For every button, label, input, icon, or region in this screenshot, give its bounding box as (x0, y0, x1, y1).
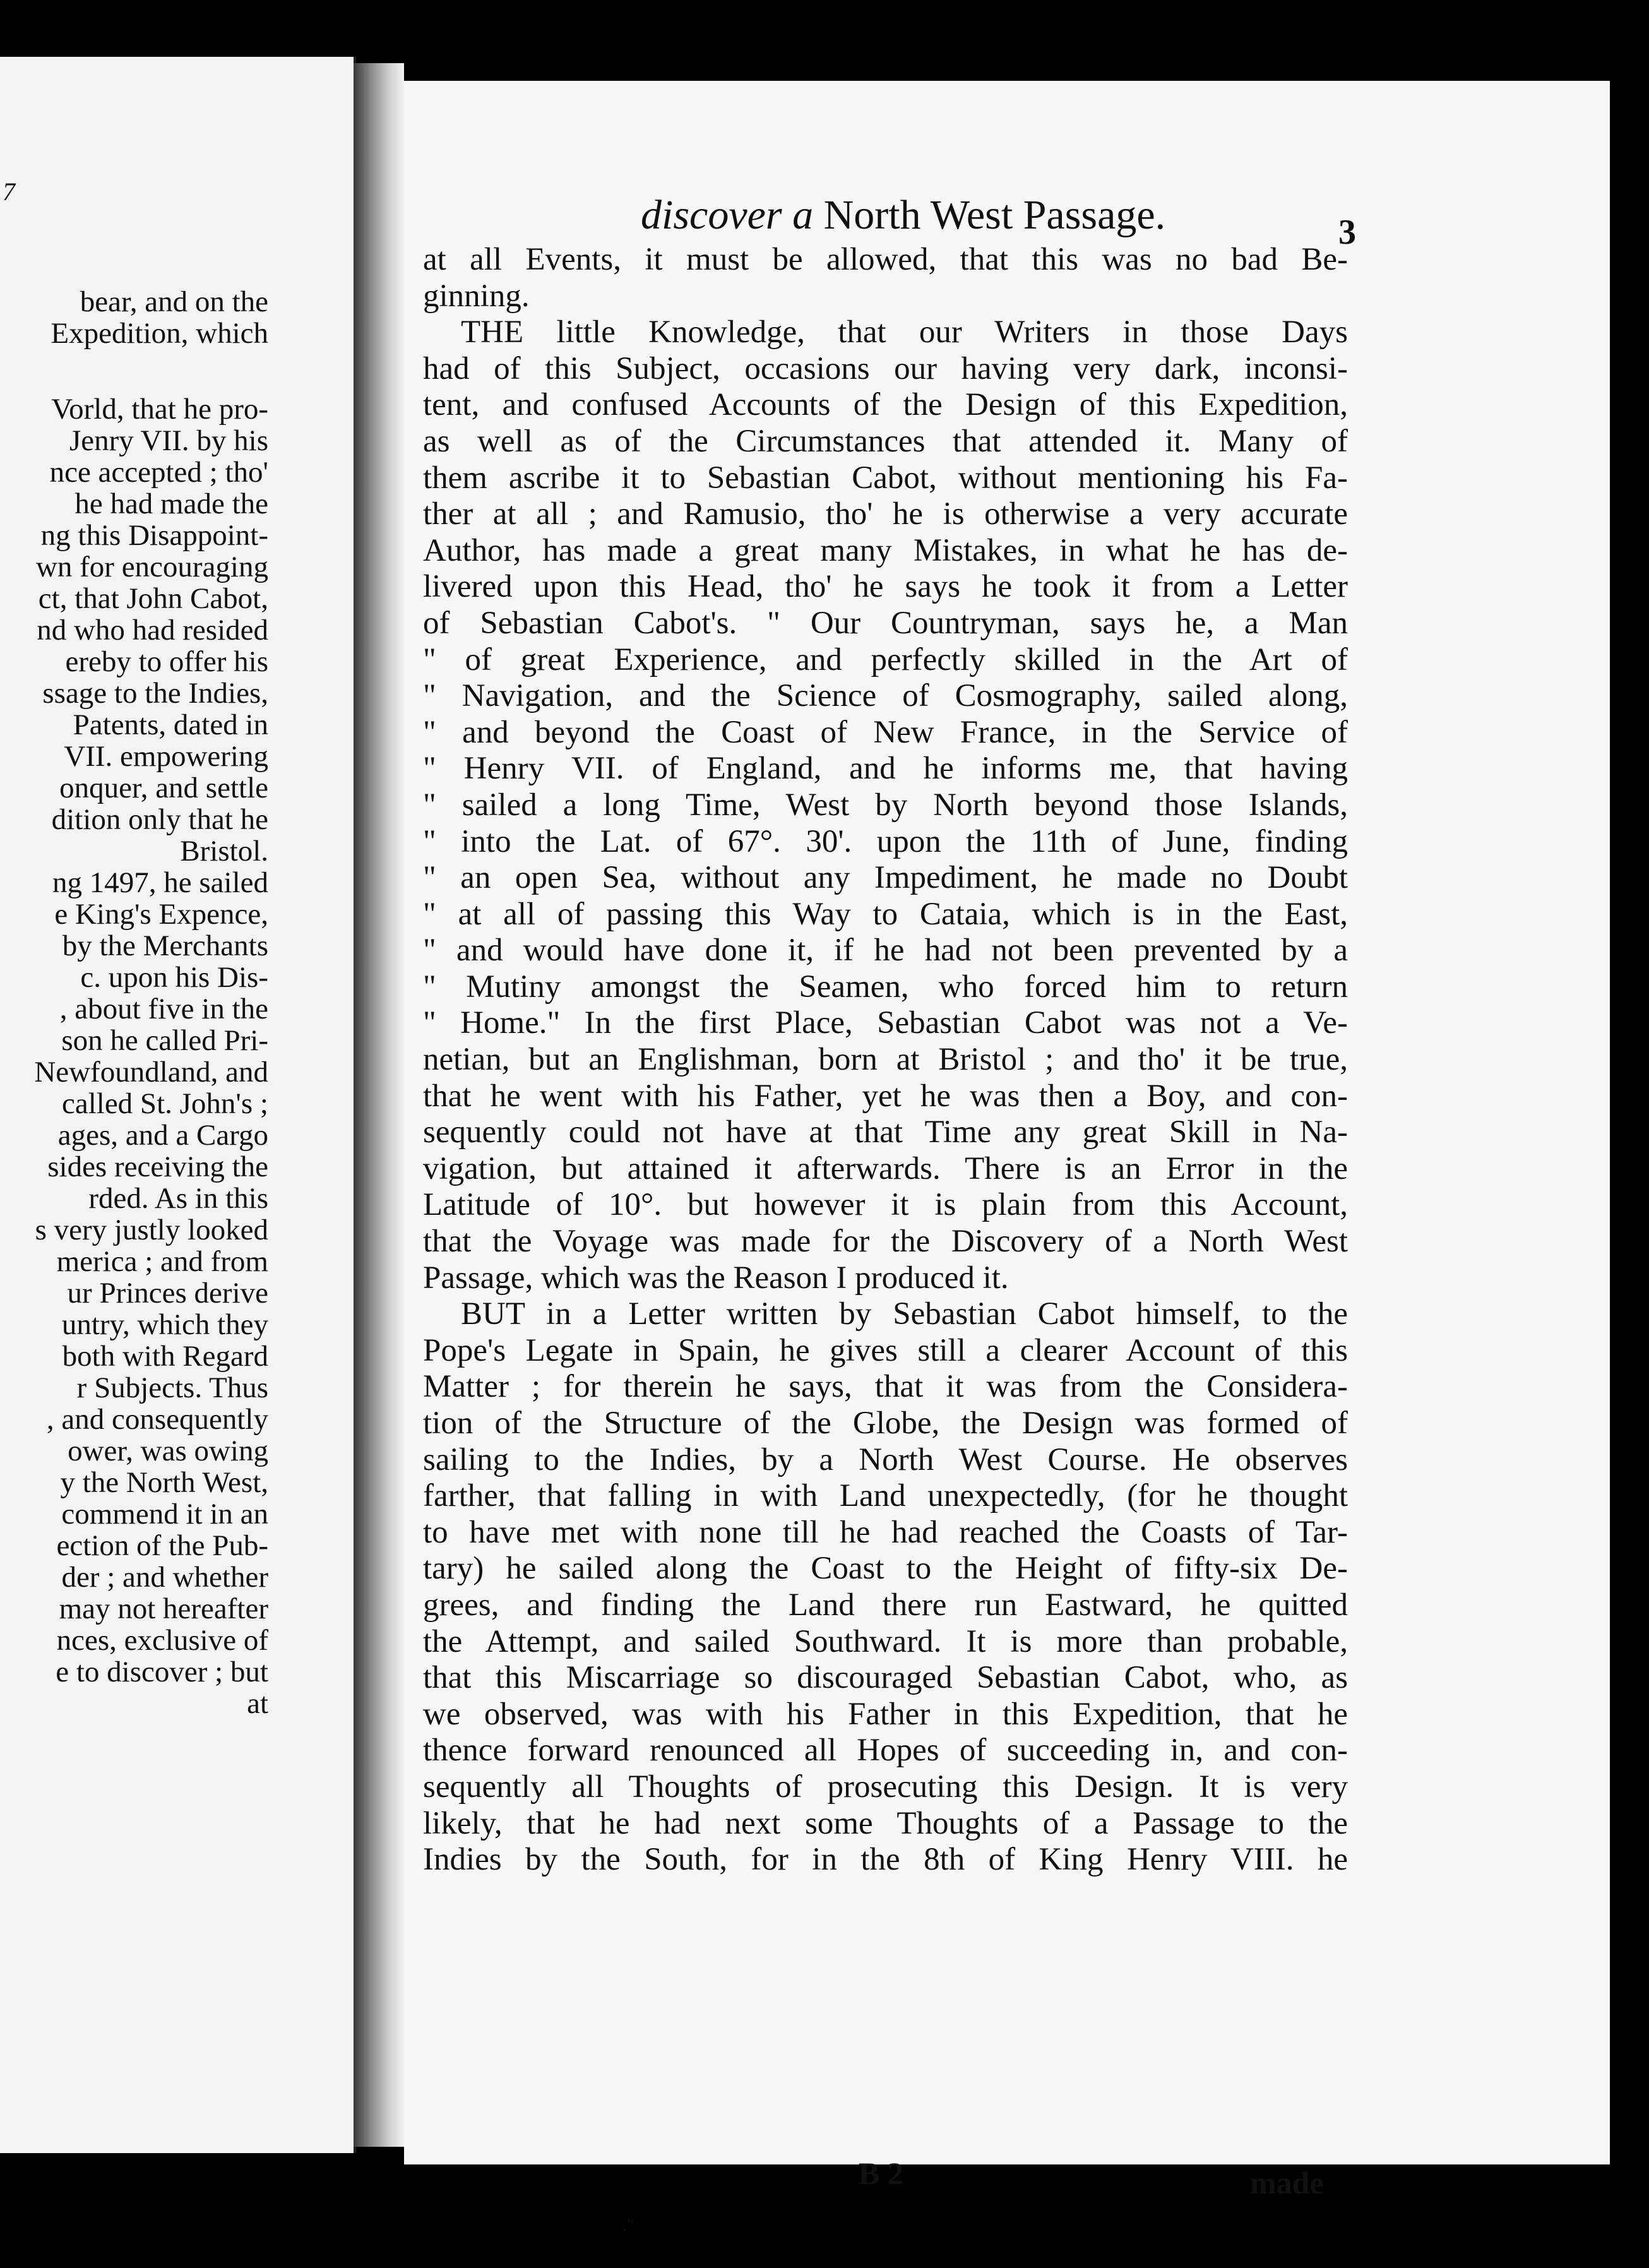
text-line: tary) he sailed along the Coast to the Height of fifty-six De- (423, 1551, 1348, 1587)
text-line: that he went with his Father, yet he was then a Boy, and con- (423, 1078, 1348, 1114)
left-page-line: sides receiving the (47, 1150, 268, 1183)
left-page-line: nces, exclusive of (56, 1624, 268, 1657)
text-line: " and would have done it, if he had not been prevented by a (423, 933, 1348, 969)
text-line: Pope's Legate in Spain, he gives still a clearer Account of this (423, 1332, 1348, 1368)
ink-speck: ." (622, 2215, 634, 2236)
text-line: Latitude of 10°. but however it is plain from this Account, (423, 1187, 1348, 1223)
text-line: " Henry VII. of England, and he informs me, that having (423, 751, 1348, 787)
text-line: Matter ; for therein he says, that it was from the Considera- (423, 1369, 1348, 1405)
text-line: " at all of passing this Way to Cataia, which is in the East, (423, 896, 1348, 932)
left-page-line: Jenry VII. by his (69, 424, 268, 457)
left-page-line: ng 1497, he sailed (52, 866, 268, 899)
left-page-line: at (247, 1687, 268, 1720)
text-line: netian, but an Englishman, born at Bristol ; and tho' it be true, (423, 1042, 1348, 1078)
left-page-line: Newfoundland, and (34, 1056, 268, 1089)
left-page-line: he had made the (74, 487, 268, 520)
page-number: 3 (1338, 213, 1356, 252)
text-line: the Attempt, and sailed Southward. It is more than probable, (423, 1623, 1348, 1659)
left-page-line: called St. John's ; (61, 1087, 268, 1120)
text-line: " sailed a long Time, West by North beyond those Islands, (423, 787, 1348, 823)
left-page-mark: 7 (3, 177, 15, 206)
left-page-line: ng this Disappoint- (40, 519, 268, 552)
left-page-line: both with Regard (62, 1340, 268, 1373)
left-page-line: ur Princes derive (67, 1277, 268, 1310)
catchword: made (1250, 2165, 1324, 2200)
left-page-line: der ; and whether (61, 1561, 268, 1594)
text-line: BUT in a Letter written by Sebastian Cabot himself, to the (461, 1296, 1348, 1332)
text-line: Indies by the South, for in the 8th of King Henry VIII. he (423, 1842, 1348, 1878)
left-page-line: ower, was owing (68, 1435, 268, 1467)
text-line: Author, has made a great many Mistakes, in what he has de- (423, 532, 1348, 568)
left-page-line: ages, and a Cargo (57, 1119, 268, 1152)
left-page-line: son he called Pri- (61, 1024, 268, 1057)
text-line: Passage, which was the Reason I produced it. (423, 1260, 1009, 1296)
text-line: " Mutiny amongst the Seamen, who forced him to return (423, 969, 1348, 1005)
left-page-line: may not hereafter (59, 1592, 268, 1625)
left-page-line: rded. As in this (88, 1182, 268, 1215)
left-page-line: y the North West, (60, 1466, 268, 1499)
text-line: tion of the Structure of the Globe, the Design was formed of (423, 1406, 1348, 1441)
left-page-line: by the Merchants (62, 929, 268, 962)
text-line: had of this Subject, occasions our having very dark, inconsi- (423, 350, 1348, 386)
text-line: " an open Sea, without any Impediment, he made no Doubt (423, 860, 1348, 896)
left-page-line: Vorld, that he pro- (51, 393, 268, 426)
text-line: " Navigation, and the Science of Cosmography, sailed along, (423, 678, 1348, 714)
text-line: sequently all Thoughts of prosecuting this Design. It is very (423, 1769, 1348, 1805)
text-line: ginning. (423, 278, 530, 314)
left-page-line: c. upon his Dis- (80, 961, 268, 994)
text-line: as well as of the Circumstances that attended it. Many of (423, 423, 1348, 459)
left-page-line: nce accepted ; tho' (49, 456, 268, 489)
left-page-line: ection of the Pub- (56, 1529, 268, 1562)
left-page-line: , and consequently (46, 1403, 268, 1436)
left-page-line: Expedition, which (51, 317, 268, 350)
left-page-line: ct, that John Cabot, (38, 582, 268, 615)
text-line: " and beyond the Coast of New France, in the Service of (423, 714, 1348, 750)
text-line: ther at all ; and Ramusio, tho' he is otherwise a very accurate (423, 496, 1348, 532)
left-page-line: bear, and on the (80, 285, 268, 318)
left-page-line: e King's Expence, (54, 898, 268, 931)
left-page-line: e to discover ; but (56, 1656, 268, 1688)
left-page-line: onquer, and settle (59, 772, 268, 804)
left-page-line: , about five in the (59, 993, 268, 1025)
right-page (404, 81, 1610, 2236)
running-head-roman: North West Passage. (823, 192, 1166, 238)
running-head-italic: discover a (641, 192, 814, 238)
text-line: likely, that he had next some Thoughts of a Passage to the (423, 1805, 1348, 1841)
text-line: farther, that falling in with Land unexpectedly, (for he thought (423, 1478, 1348, 1514)
text-line: tent, and confused Accounts of the Design of this Expedition, (423, 387, 1348, 423)
text-line: to have met with none till he had reached the Coasts of Tar- (423, 1514, 1348, 1550)
text-line: " of great Experience, and perfectly skilled in the Art of (423, 642, 1348, 677)
left-page (0, 57, 356, 2153)
left-page-line: nd who had resided (37, 614, 268, 647)
text-line: livered upon this Head, tho' he says he took it from a Letter (423, 569, 1348, 605)
running-head (641, 191, 1165, 239)
text-line: that the Voyage was made for the Discovery of a North West (423, 1224, 1348, 1260)
text-line: THE little Knowledge, that our Writers in those Days (461, 314, 1348, 350)
text-line: grees, and finding the Land there run Eastward, he quitted (423, 1587, 1348, 1623)
left-page-line: ssage to the Indies, (42, 677, 268, 710)
left-page-line: commend it in an (61, 1498, 268, 1531)
book-gutter (354, 63, 404, 2147)
text-line: of Sebastian Cabot's. " Our Countryman, says he, a Man (423, 605, 1348, 641)
text-line: sailing to the Indies, by a North West Course. He observes (423, 1441, 1348, 1477)
text-line: at all Events, it must be allowed, that this was no bad Be- (423, 242, 1348, 277)
text-line: " into the Lat. of 67°. 30'. upon the 11th of June, finding (423, 823, 1348, 859)
text-line: vigation, but attained it afterwards. There is an Error in the (423, 1150, 1348, 1186)
text-line: that this Miscarriage so discouraged Sebastian Cabot, who, as (423, 1660, 1348, 1696)
left-page-line: s very justly looked (35, 1214, 268, 1246)
left-page-line: Bristol. (180, 835, 268, 868)
text-line: them ascribe it to Sebastian Cabot, without mentioning his Fa- (423, 460, 1348, 496)
left-page-line: wn for encouraging (35, 551, 268, 583)
left-page-line: merica ; and from (56, 1245, 268, 1278)
text-line: " Home." In the first Place, Sebastian Cabot was not a Ve- (423, 1005, 1348, 1041)
signature-mark: B 2 (859, 2156, 903, 2191)
text-line: thence forward renounced all Hopes of succeeding in, and con- (423, 1733, 1348, 1769)
left-page-line: ereby to offer his (65, 645, 268, 678)
left-page-line: untry, which they (61, 1308, 268, 1341)
left-page-line: VII. empowering (64, 740, 268, 773)
text-line: we observed, was with his Father in this Expedition, that he (423, 1696, 1348, 1732)
left-page-line: r Subjects. Thus (76, 1371, 268, 1404)
left-page-line: dition only that he (51, 803, 268, 836)
text-line: sequently could not have at that Time any great Skill in Na- (423, 1114, 1348, 1150)
body-text (423, 242, 1348, 1878)
left-page-line: Patents, dated in (73, 708, 268, 741)
